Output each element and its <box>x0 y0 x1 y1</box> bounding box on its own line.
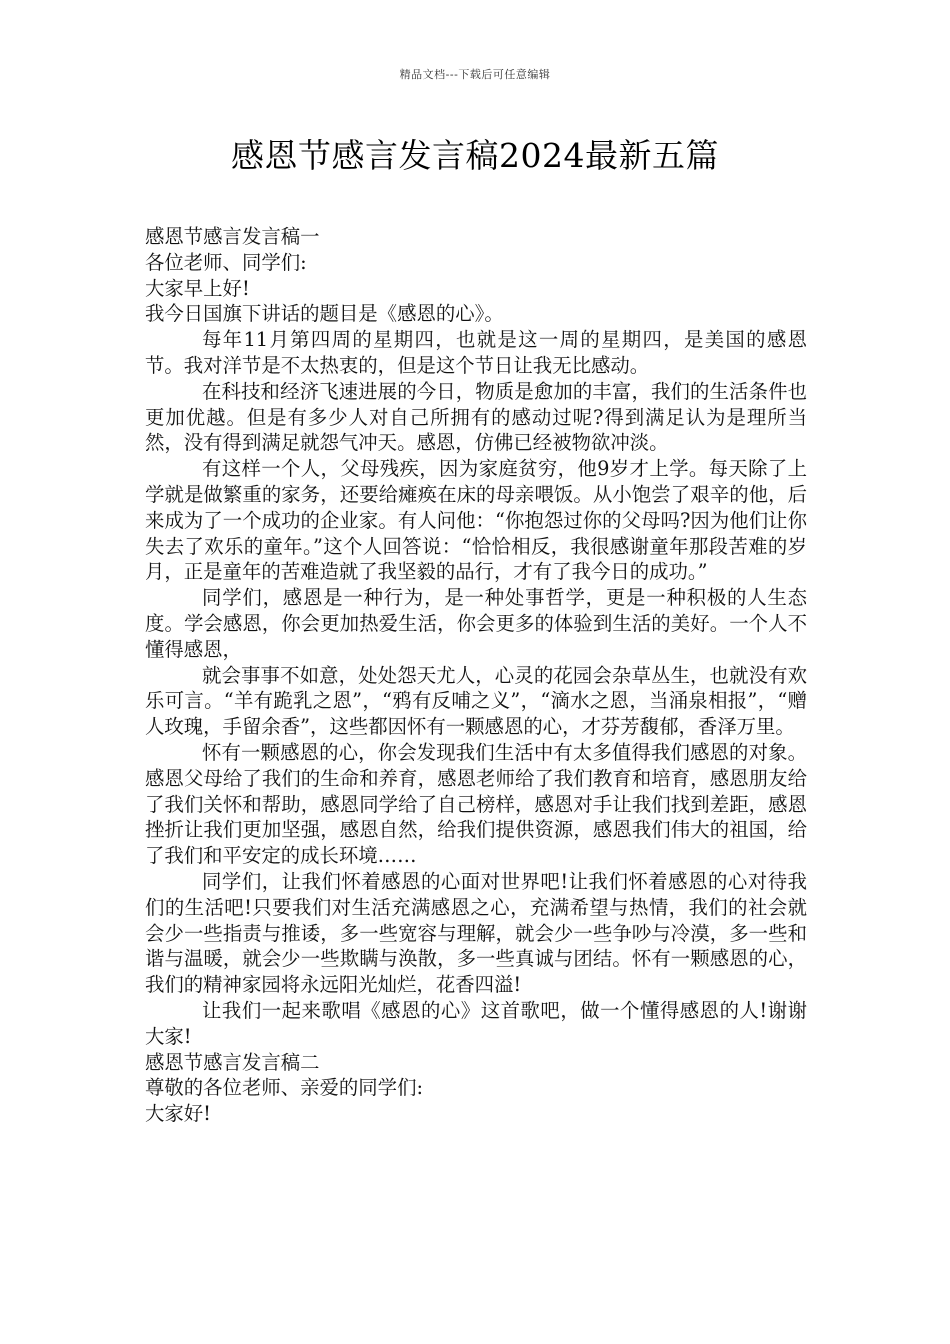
header-note: 精品文档---下载后可任意编辑 <box>399 68 551 81</box>
speech-heading-one: 感恩节感言发言稿一 <box>145 225 320 248</box>
greeting-morning: 大家早上好! <box>145 276 250 300</box>
greeting-hello: 大家好! <box>145 1102 211 1126</box>
paragraph: 怀有一颗感恩的心，你会发现我们生活中有太多值得我们感恩的对象。感恩父母给了我们的生命和养育，感恩老师给了我们教育和培育，感恩朋友给了我们关怀和帮助，感恩同学给了自己榜样，感恩对手让我们找到差距，感恩挫折让我们更加坚强，感恩自然，给我们提供资源，感恩我们伟大的祖国，给了我们和平安定的成长环境…… <box>145 740 807 868</box>
salutation-one: 各位老师、同学们: <box>145 250 307 274</box>
paragraph: 同学们，感恩是一种行为，是一种处事哲学，更是一种积极的人生态度。学会感恩，你会更加热爱生活，你会更多的体验到生活的美好。一个人不懂得感恩， <box>145 586 807 661</box>
speech-topic: 我今日国旗下讲话的题目是《感恩的心》。 <box>145 302 504 326</box>
paragraph: 每年11月第四周的星期四，也就是这一周的星期四，是美国的感恩节。我对洋节是不太热衷的，但是这个节日让我无比感动。 <box>145 328 807 377</box>
document-body <box>145 224 807 1127</box>
document-title: 感恩节感言发言稿2024最新五篇 <box>231 136 719 175</box>
paragraph: 在科技和经济飞速进展的今日，物质是愈加的丰富，我们的生活条件也更加优越。但是有多少人对自己所拥有的感动过呢?得到满足认为是理所当然，没有得到满足就怨气冲天。感恩，仿佛已经被物欲冲淡。 <box>145 379 807 455</box>
salutation-two: 尊敬的各位老师、亲爱的同学们: <box>145 1076 424 1100</box>
paragraph: 同学们，让我们怀着感恩的心面对世界吧!让我们怀着感恩的心对待我们的生活吧!只要我们对生活充满感恩之心，充满希望与热情，我们的社会就会少一些指责与推诿，多一些宽容与理解，就会少一些争吵与冷漠，多一些和谐与温暖，就会少一些欺瞒与涣散，多一些真诚与团结。怀有一颗感恩的心，我们的精神家园将永远阳光灿烂，花香四溢! <box>145 869 807 997</box>
speech-heading-two: 感恩节感言发言稿二 <box>145 1050 320 1074</box>
paragraph: 让我们一起来歌唱《感恩的心》这首歌吧，做一个懂得感恩的人!谢谢大家! <box>145 998 807 1048</box>
paragraph: 有这样一个人，父母残疾，因为家庭贫穷，他9岁才上学。每天除了上学就是做繁重的家务，还要给瘫痪在床的母亲喂饭。从小饱尝了艰辛的他，后来成为了一个成功的企业家。有人问他：“你抱怨过你的父母吗?因为他们让你失去了欢乐的童年。”这个人回答说：“恰恰相反，我很感谢童年那段苦难的岁月，正是童年的苦难造就了我坚毅的品行，才有了我今日的成功。” <box>145 457 807 584</box>
paragraph: 就会事事不如意，处处怨天尤人，心灵的花园会杂草丛生，也就没有欢乐可言。“羊有跪乳之恩”，“鸦有反哺之义”，“滴水之恩，当涌泉相报”，“赠人玫瑰，手留余香”，这些都因怀有一颗感恩的心，才芬芳馥郁，香泽万里。 <box>145 663 807 739</box>
